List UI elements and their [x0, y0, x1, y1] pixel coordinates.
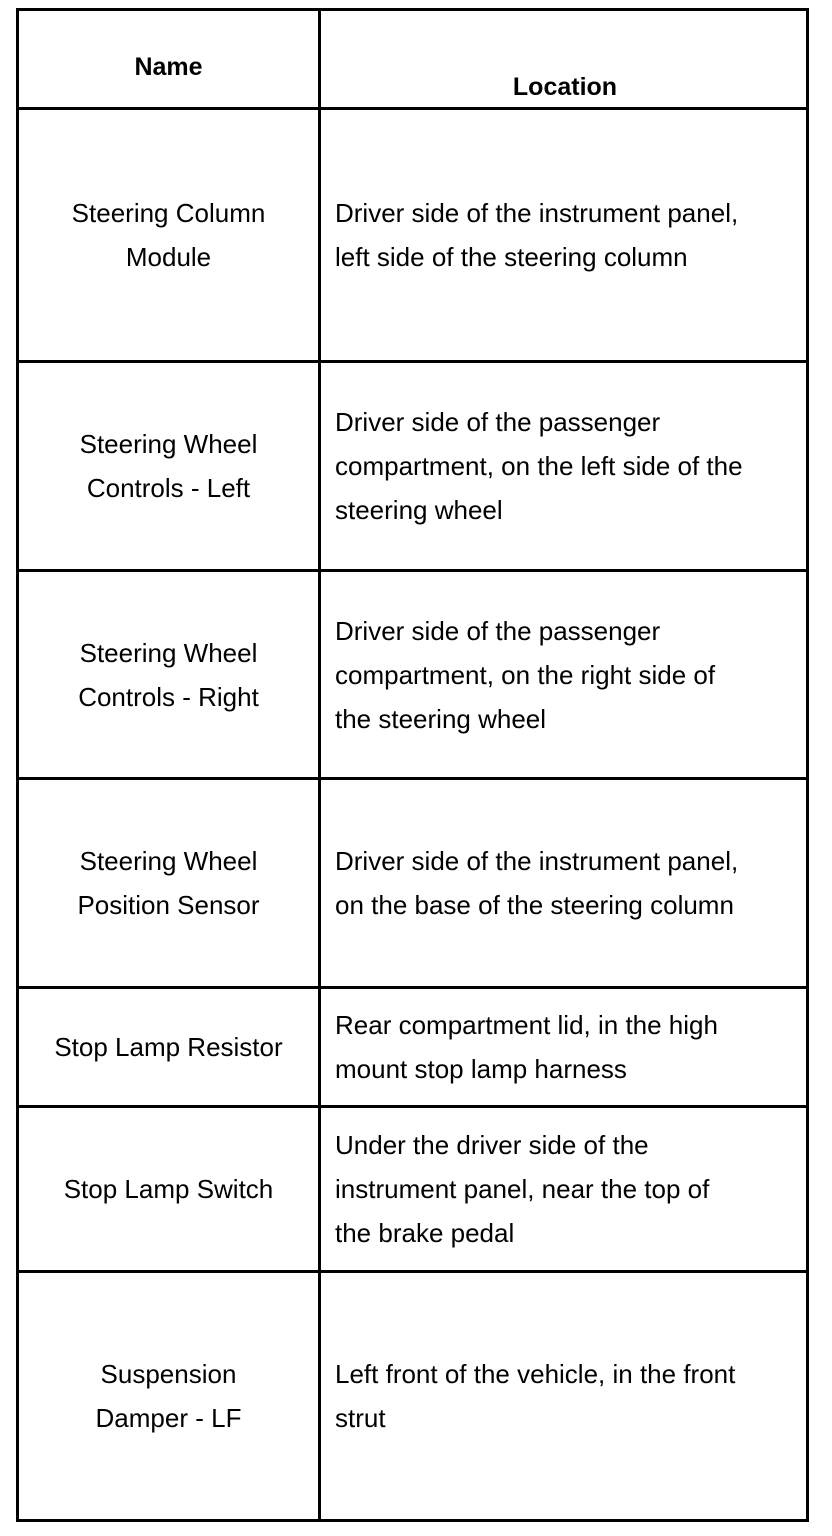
location-cell [321, 1108, 809, 1270]
name-text: Steering Wheel Position Sensor [77, 846, 260, 920]
table-row [19, 989, 806, 1108]
header-location-label: Location [512, 73, 618, 101]
location-text: Driver side of the instrument panel, on the base of the steering column [335, 846, 739, 920]
location-text: Rear compartment lid, in the high mount stop lamp harness [335, 1010, 718, 1084]
location-cell [321, 1273, 809, 1519]
location-text: Driver side of the passenger compartment, on the left side of the steering wheel [335, 407, 743, 525]
location-text: Driver side of the instrument panel, left side of the steering column [335, 198, 739, 272]
location-cell [321, 110, 809, 360]
header-row [19, 11, 806, 110]
name-cell [19, 780, 318, 986]
name-cell [19, 1273, 318, 1519]
name-text: Steering Column Module [71, 198, 266, 272]
header-location [321, 11, 809, 107]
location-text: Under the driver side of the instrument panel, near the top of the brake pedal [335, 1130, 710, 1248]
table-row [19, 1108, 806, 1273]
table-row [19, 110, 806, 363]
location-text: Left front of the vehicle, in the front strut [335, 1359, 736, 1433]
component-location-table [16, 8, 809, 1522]
table-row [19, 780, 806, 989]
name-cell [19, 572, 318, 777]
location-text: Driver side of the passenger compartment, on the right side of the steering wheel [335, 615, 716, 734]
location-cell [321, 989, 809, 1105]
name-text: Steering Wheel Controls - Left [79, 429, 258, 503]
table-row [19, 363, 806, 572]
table-row [19, 1273, 806, 1519]
name-cell [19, 989, 318, 1105]
location-cell [321, 780, 809, 986]
name-cell [19, 1108, 318, 1270]
header-name-label: Name [134, 53, 203, 81]
location-cell [321, 572, 809, 777]
name-text: Stop Lamp Switch [63, 1174, 274, 1204]
name-text: Stop Lamp Resistor [54, 1032, 283, 1062]
header-name [19, 11, 318, 107]
location-cell [321, 363, 809, 569]
name-text: Suspension Damper - LF [95, 1359, 242, 1433]
name-text: Steering Wheel Controls - Right [78, 637, 259, 712]
name-cell [19, 110, 318, 360]
name-cell [19, 363, 318, 569]
table-row [19, 572, 806, 780]
